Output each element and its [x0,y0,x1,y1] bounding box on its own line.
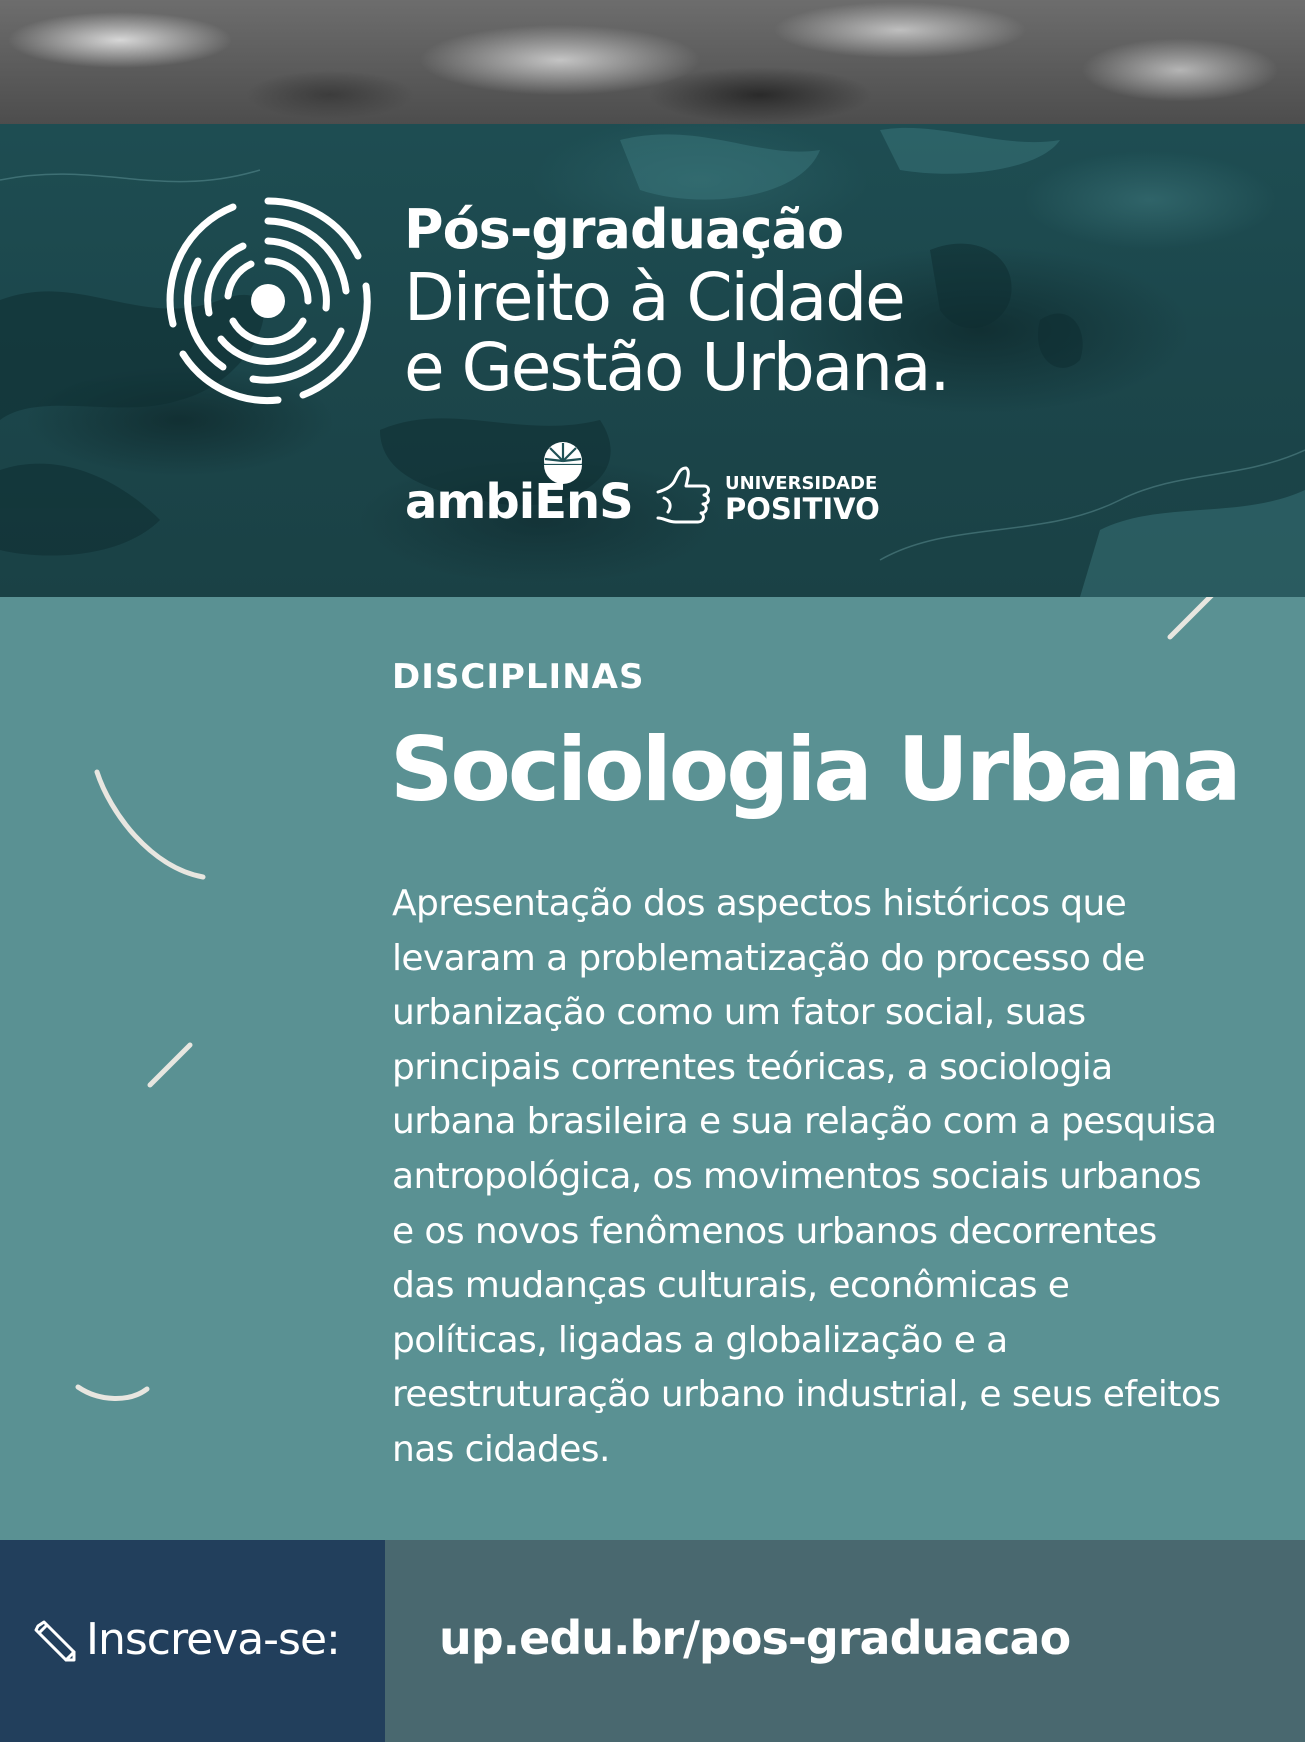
description-line: urbana brasileira e sua relação com a pesquisa [392,1101,1217,1143]
signup-cta [0,1540,385,1742]
description-line: e os novos fenômenos urbanos decorrentes [392,1210,1157,1252]
description-line: nas cidades. [392,1428,610,1470]
concentric-circles-logo-icon [163,196,373,406]
course-section [0,597,1305,1540]
universidade-positivo-logo [650,462,890,530]
pencil-icon [34,1620,78,1664]
signup-link[interactable]: up.edu.br/pos-graduacao [439,1611,1071,1665]
description-line: das mudanças culturais, econômicas e [392,1265,1070,1307]
course-title: Sociologia Urbana [390,718,1239,821]
description-line: antropológica, os movimentos sociais urbanos [392,1155,1202,1197]
header-banner [0,0,1305,597]
ambiens-wordmark: ambiEnS [405,474,633,530]
program-title [404,197,949,406]
program-name-line-2: e Gestão Urbana. [404,329,949,406]
program-name-line-1: Direito à Cidade [404,259,904,336]
course-description [392,877,1242,1478]
description-line: políticas, ligadas a globalização e a [392,1319,1008,1361]
partner-logos [405,440,885,530]
description-line: principais correntes teóricas, a sociologia [392,1046,1113,1088]
section-label: DISCIPLINAS [392,657,645,697]
universidade-label: UNIVERSIDADE [725,473,878,494]
positivo-label: POSITIVO [725,492,880,526]
signup-url-panel [385,1540,1305,1742]
description-line: levaram a problematização do processo de [392,937,1145,979]
description-line: urbanização como um fator social, suas [392,992,1086,1034]
description-line: reestruturação urbano industrial, e seus efeitos [392,1374,1221,1416]
program-type: Pós-graduação [404,198,844,261]
signup-label: Inscreva-se: [86,1614,340,1665]
thumbs-up-icon [650,462,716,528]
description-line: Apresentação dos aspectos históricos que [392,883,1127,924]
ambiens-logo [405,440,633,530]
